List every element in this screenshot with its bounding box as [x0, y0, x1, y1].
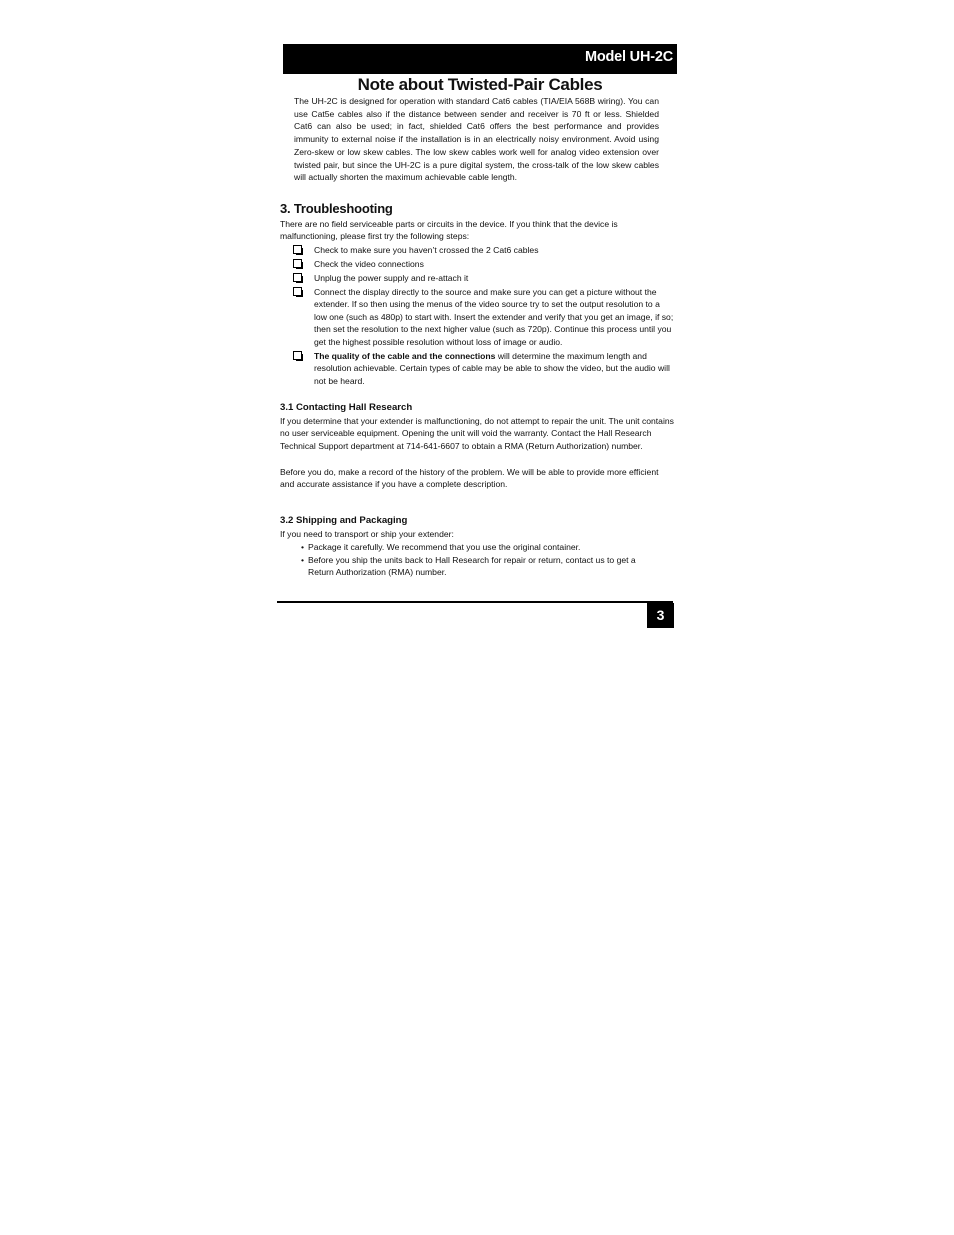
checkbox-icon [293, 245, 302, 254]
checkbox-icon [293, 351, 302, 360]
footer-rule [277, 601, 673, 603]
checklist-item: The quality of the cable and the connections will determine the maximum length and resolution achievable. Certain types of cable may be able to show the video, but the audio will not be heard. [292, 350, 674, 388]
cable-quality-emphasis: The quality of the cable and the connections [314, 350, 496, 361]
model-label: Model UH-2C [584, 49, 673, 65]
checklist-item: Check to make sure you haven’t crossed the 2 Cat6 cables [292, 244, 674, 257]
contacting-paragraph-1: If you determine that your extender is malfunctioning, do not attempt to repair the unit. The unit contains no user serviceable equipment. Opening the unit will void the warranty. Contact the Hall Research Technical Support department at 714-641-6607 to obtain a RMA (Return Authorization) number. [280, 416, 674, 451]
list-item: • Package it carefully. We recommend that you use the original container. [301, 542, 581, 552]
checklist-item: Check the video connections [292, 258, 674, 271]
list-item: • Before you ship the units back to Hall Research for repair or return, contact us to get a Return Authorization (RMA) number. [301, 554, 636, 577]
checkbox-icon [293, 287, 302, 296]
contacting-heading: 3.1 Contacting Hall Research [280, 402, 413, 413]
page-number: 3 [647, 603, 674, 628]
checklist-item: Connect the display directly to the source and make sure you can get a picture without the extender. If so then using the menus of the video source try to set the output resolution to a low one (such as 480p) to start with. Insert the extender and verify that you get an image, if so; then set the resolution to the next higher value (such as 720p). Continue this process until you get the highest possible resolution without loss of image or audio. [292, 286, 674, 349]
contacting-paragraph-2: Before you do, make a record of the history of the problem. We will be able to provide more efficient and accurate assistance if you have a complete description. [280, 467, 659, 490]
checkbox-icon [293, 273, 302, 282]
checklist-item: Unplug the power supply and re-attach it [292, 272, 674, 285]
troubleshooting-checklist [292, 244, 674, 388]
troubleshooting-heading: 3. Troubleshooting [280, 201, 393, 216]
checkbox-icon [293, 259, 302, 268]
page-title: Note about Twisted-Pair Cables [357, 75, 603, 94]
header-bar [283, 44, 677, 74]
troubleshooting-intro: There are no field serviceable parts or circuits in the device. If you think that the device is malfunctioning, please first try the following steps: [280, 219, 618, 242]
shipping-heading: 3.2 Shipping and Packaging [280, 515, 408, 526]
shipping-intro: If you need to transport or ship your extender: [280, 529, 454, 539]
bullet-icon: • [301, 554, 305, 565]
intro-paragraph: The UH-2C is designed for operation with standard Cat6 cables (TIA/EIA 568B wiring). You can use Cat5e cables also if the distance between sender and receiver is 70 ft or less. Shielded Cat6 can also be used; in fact, shielded Cat6 offers the best performance and provides immunity to external noise if the installation is in an electrically noisy environment. Avoid using Zero-skew or low skew cables. The low skew cables work well for analog video extension over twisted pair, but since the UH-2C is a pure digital system, the cross-talk of the low skew cables will actually shorten the maximum achievable cable length. [294, 96, 659, 183]
bullet-icon: • [301, 542, 305, 552]
shipping-bullets [301, 541, 661, 579]
